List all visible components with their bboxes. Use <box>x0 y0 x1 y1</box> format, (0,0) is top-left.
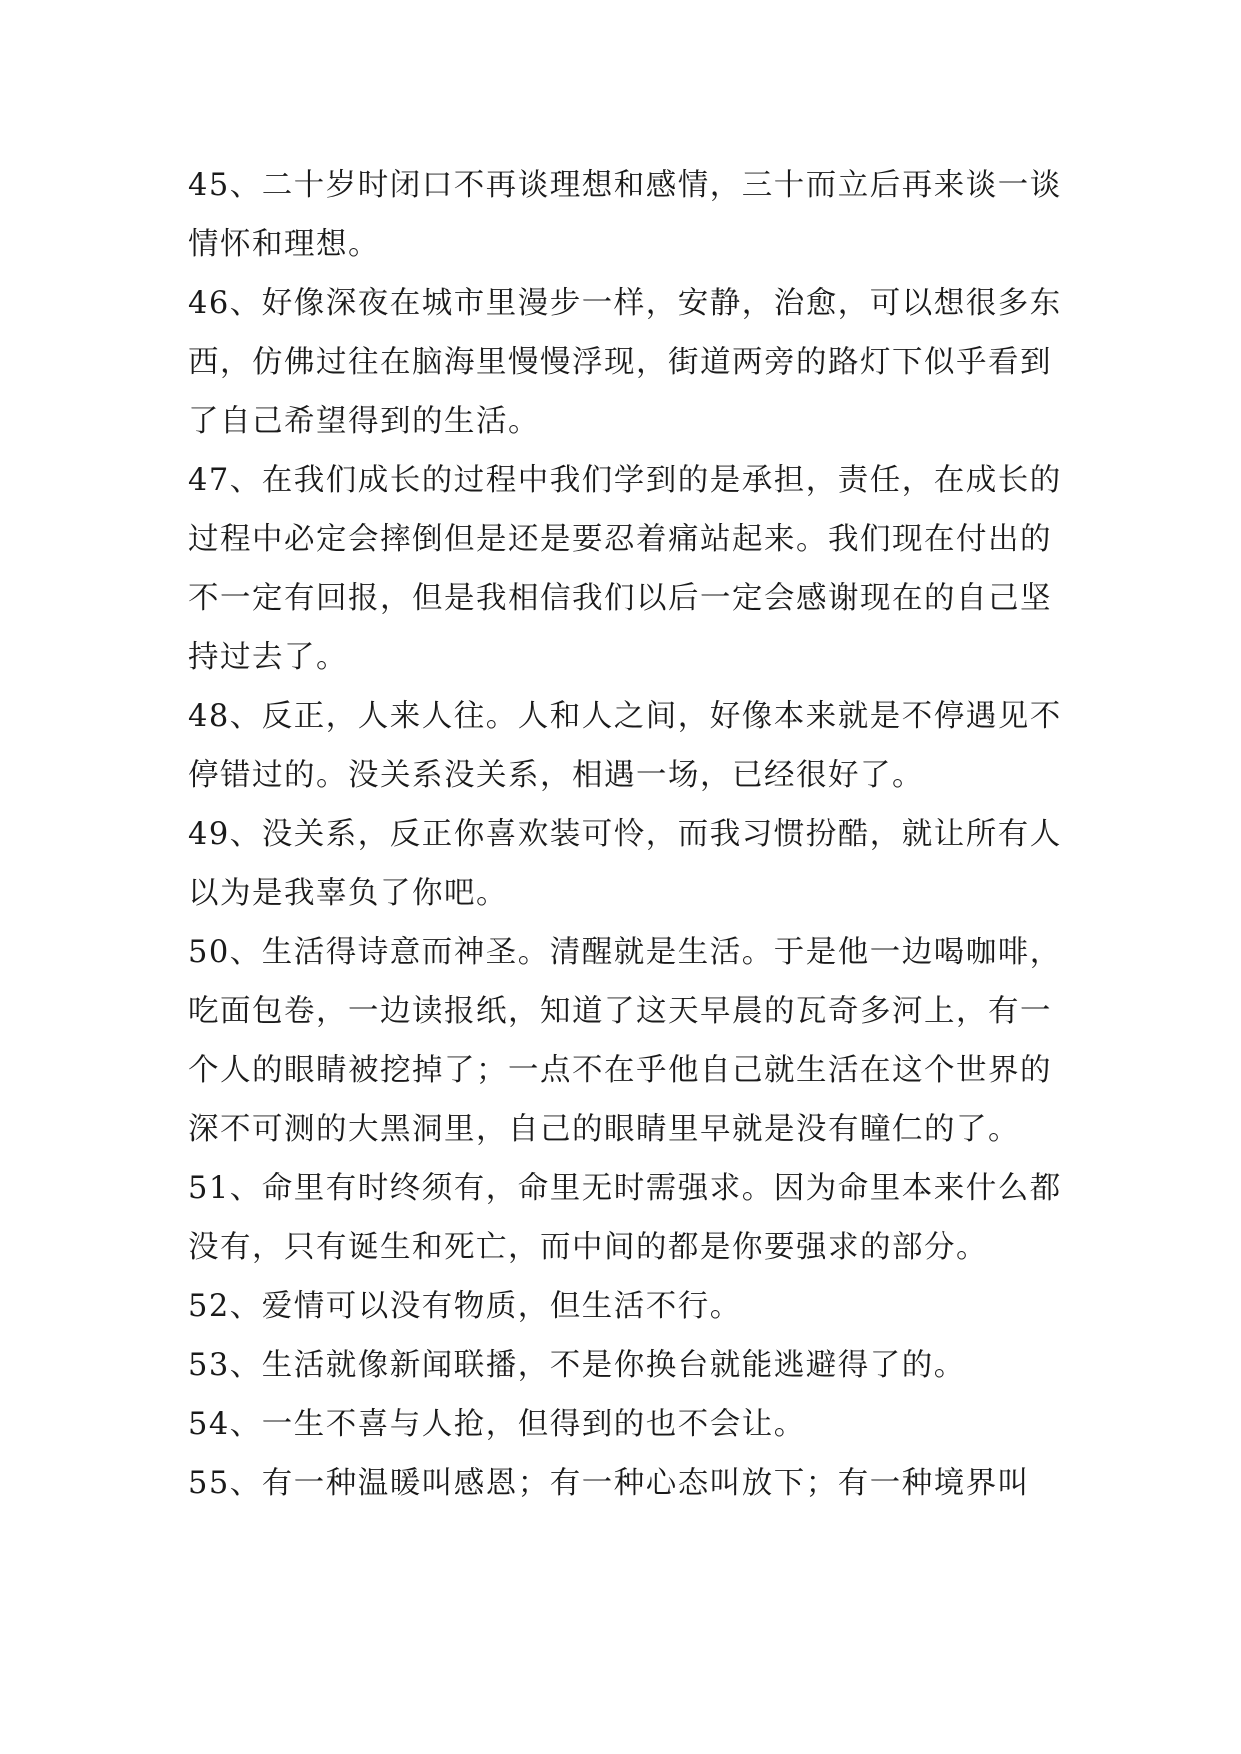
document-body <box>188 156 1066 1513</box>
entry-52: 52、爱情可以没有物质，但生活不行。 <box>188 1289 742 1324</box>
entry-54: 54、一生不喜与人抢，但得到的也不会让。 <box>188 1407 806 1442</box>
entry-55: 55、有一种温暖叫感恩；有一种心态叫放下；有一种境界叫 <box>188 1466 1030 1501</box>
entry-47: 47、在我们成长的过程中我们学到的是承担，责任，在成长的过程中必定会摔倒但是还是要忍着痛站起来。我们现在付出的不一定有回报，但是我相信我们以后一定会感谢现在的自己坚持过去了。 <box>188 463 1062 675</box>
entry-45: 45、二十岁时闭口不再谈理想和感情，三十而立后再来谈一谈情怀和理想。 <box>188 168 1062 262</box>
entry-49: 49、没关系，反正你喜欢装可怜，而我习惯扮酷，就让所有人以为是我辜负了你吧。 <box>188 817 1062 911</box>
entry-46: 46、好像深夜在城市里漫步一样，安静，治愈，可以想很多东西，仿佛过往在脑海里慢慢浮现，街道两旁的路灯下似乎看到了自己希望得到的生活。 <box>188 286 1062 439</box>
entry-50: 50、生活得诗意而神圣。清醒就是生活。于是他一边喝咖啡，吃面包卷，一边读报纸，知道了这天早晨的瓦奇多河上，有一个人的眼睛被挖掉了；一点不在乎他自己就生活在这个世界的深不可测的大黑洞里，自己的眼睛里早就是没有瞳仁的了。 <box>188 935 1062 1147</box>
entry-48: 48、反正，人来人往。人和人之间，好像本来就是不停遇见不停错过的。没关系没关系，相遇一场，已经很好了。 <box>188 699 1062 793</box>
entry-51: 51、命里有时终须有，命里无时需强求。因为命里本来什么都没有，只有诞生和死亡，而中间的都是你要强求的部分。 <box>188 1171 1062 1265</box>
entry-53: 53、生活就像新闻联播，不是你换台就能逃避得了的。 <box>188 1348 966 1383</box>
